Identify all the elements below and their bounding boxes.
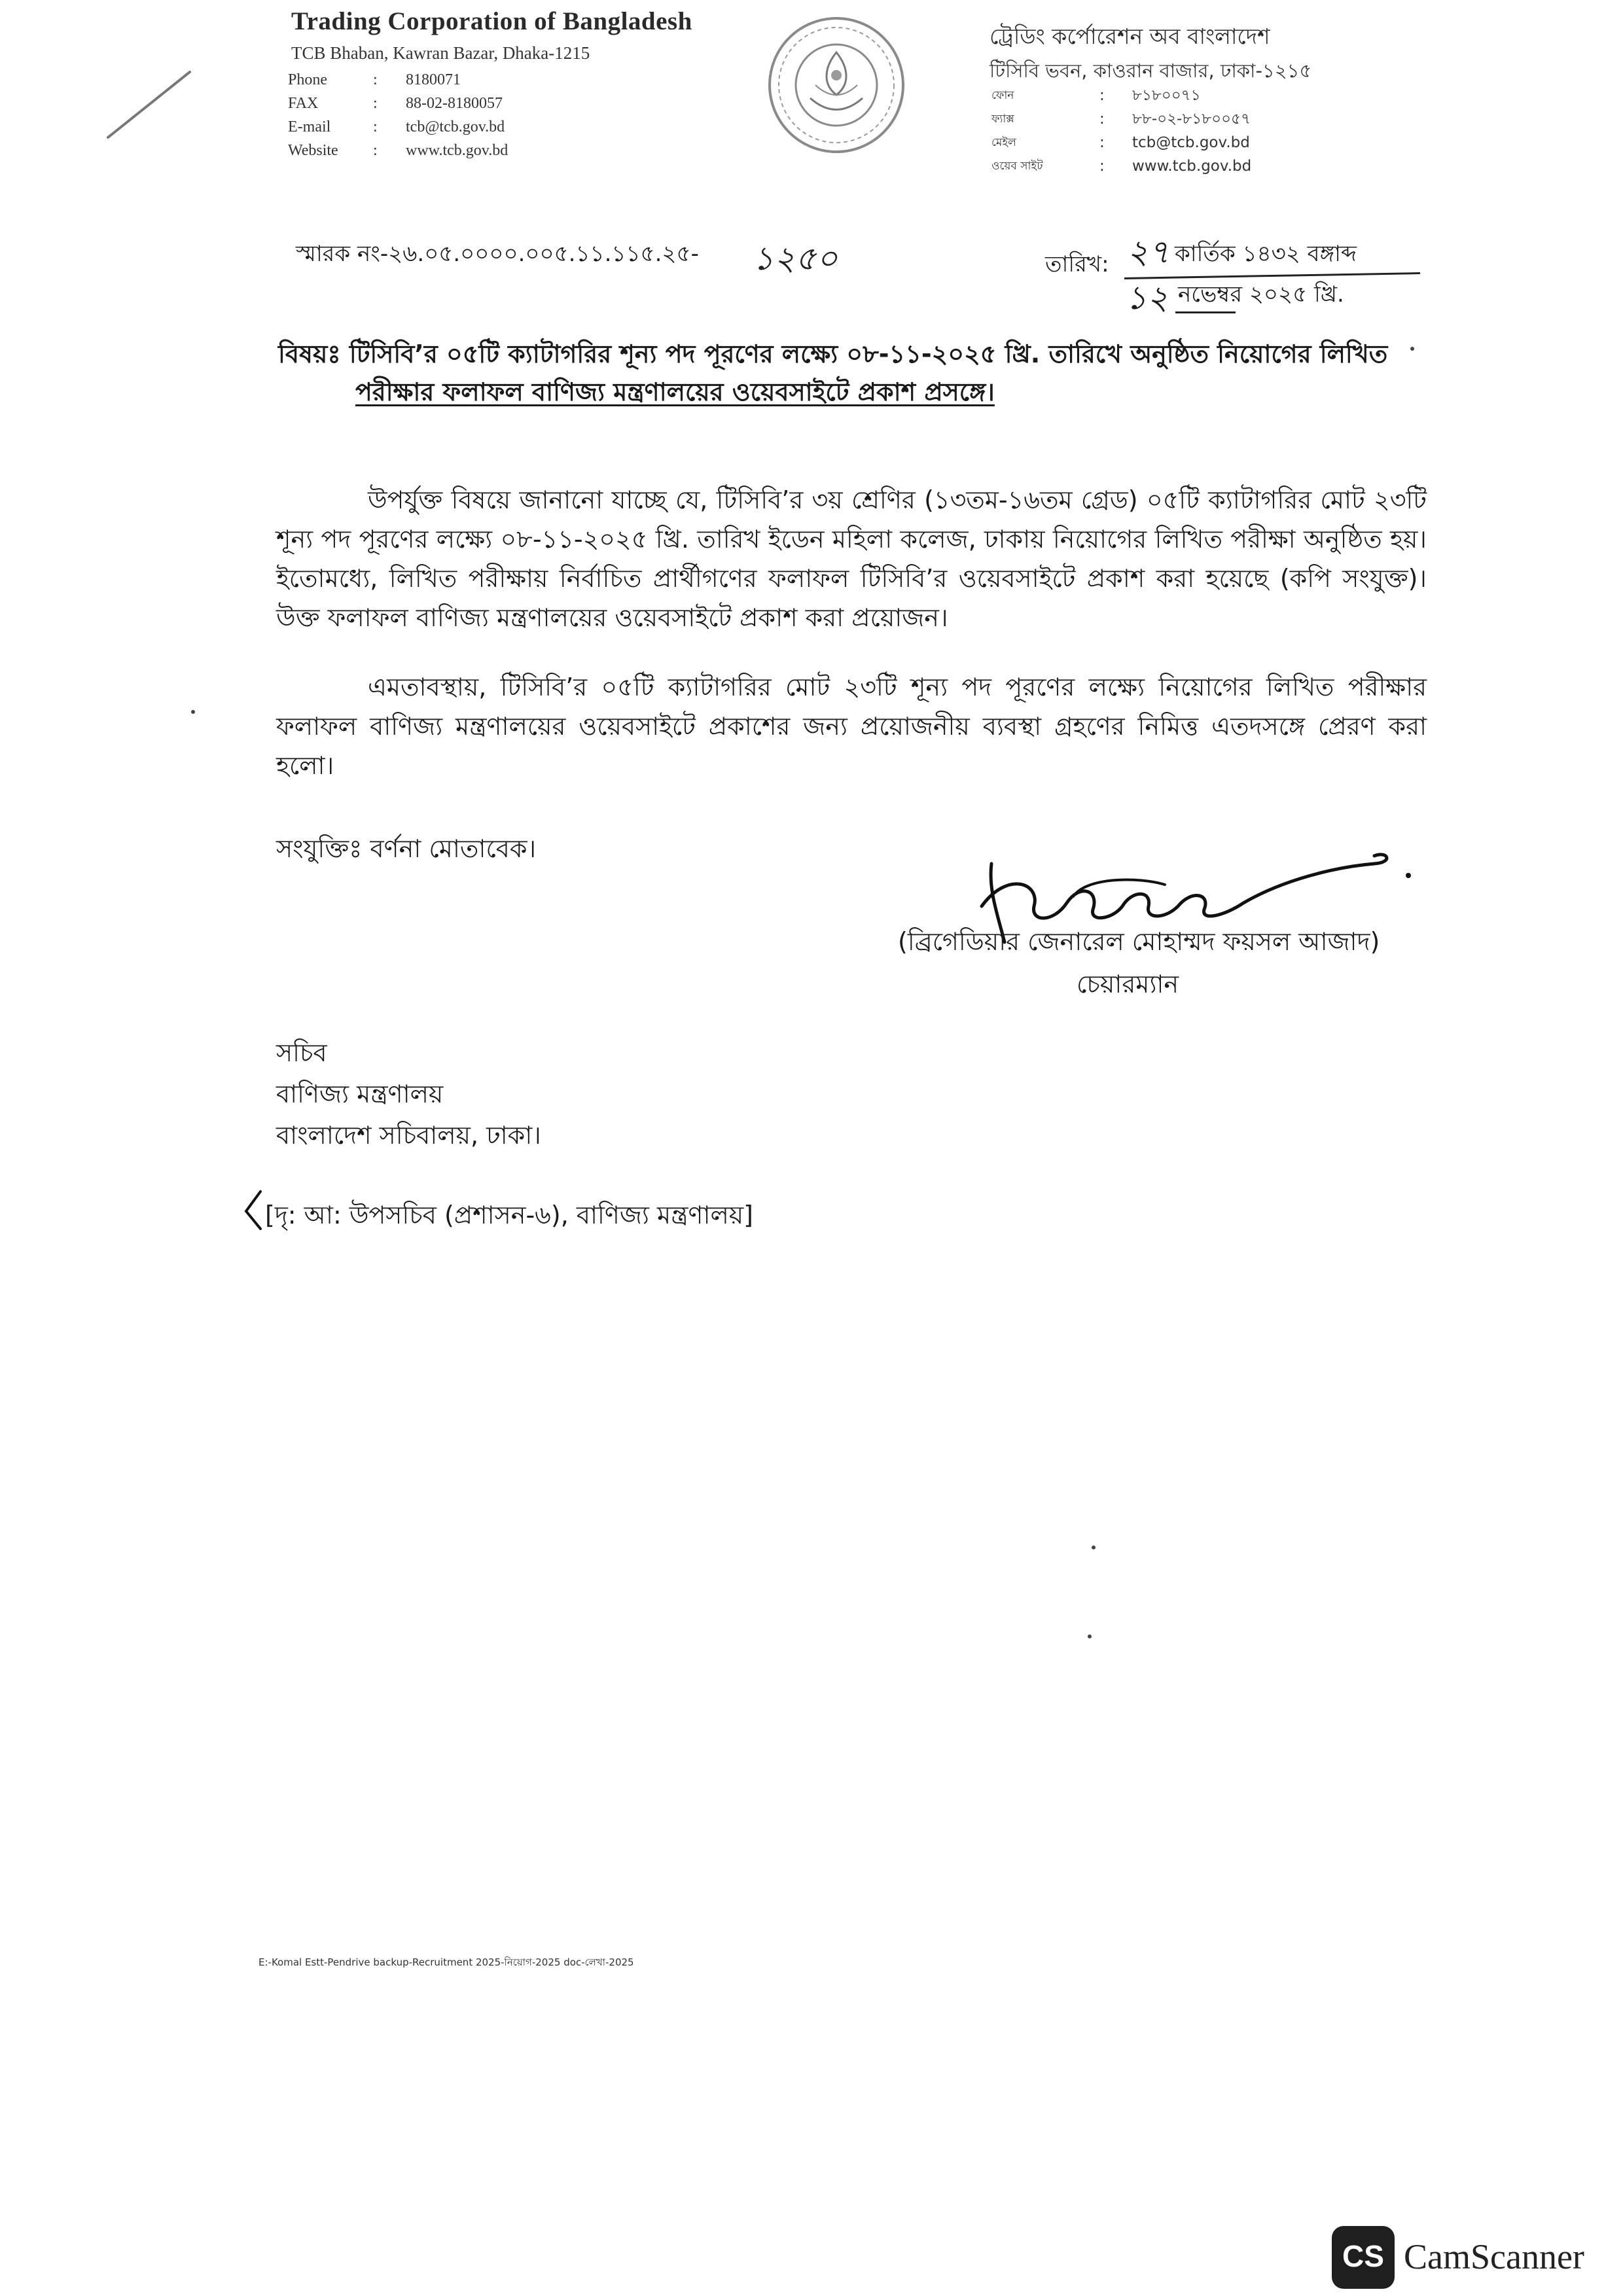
contact-separator: : xyxy=(1099,134,1105,151)
subject xyxy=(278,335,1430,411)
subject-prefix: বিষয়ঃ xyxy=(278,340,349,368)
contact-label: ফ্যাক্স xyxy=(991,113,1014,126)
contact-value: tcb@tcb.gov.bd xyxy=(406,118,505,135)
contact-value: www.tcb.gov.bd xyxy=(1132,158,1252,175)
camscanner-badge-icon xyxy=(1330,2225,1396,2290)
contact-value: www.tcb.gov.bd xyxy=(406,142,508,159)
body-paragraph-2: এমতাবস্থায়, টিসিবি’র ০৫টি ক্যাটাগরির মোট ২৩টি শূন্য পদ পূরণের লক্ষ্যে নিয়োগের লিখিত পরীক্ষার ফলাফল বাণিজ্য মন্ত্রণালয়ের ওয়েবসাইটে প্রকাশের জন্য প্রয়োজনীয় ব্যবস্থা গ্রহণের নিমিত্ত এতদসঙ্গে প্রেরণ করা হলো। xyxy=(276,673,1427,780)
attention-line: [দৃ: আ: উপসচিব (প্রশাসন-৬), বাণিজ্য মন্ত্রণালয়] xyxy=(265,1201,753,1229)
contact-row-email xyxy=(288,115,508,139)
contact-value: 8180071 xyxy=(406,71,461,88)
contact-row-phone-bn xyxy=(991,84,1251,107)
recipient-block xyxy=(276,1033,541,1156)
recipient-ministry: বাণিজ্য মন্ত্রণালয় xyxy=(276,1080,444,1108)
tcb-seal-logo xyxy=(764,13,908,157)
org-address-english: TCB Bhaban, Kawran Bazar, Dhaka-1215 xyxy=(291,43,590,63)
contact-value: tcb@tcb.gov.bd xyxy=(1132,134,1250,151)
contact-row-website xyxy=(288,139,508,162)
handwritten-bracket-mark xyxy=(241,1188,267,1234)
body-paragraph-1: উপর্যুক্ত বিষয়ে জানানো যাচ্ছে যে, টিসিবি’র ৩য় শ্রেণির (১৩তম-১৬তম গ্রেড) ০৫টি ক্যাটাগরির মোট ২৩টি শূন্য পদ পূরণের লক্ষ্যে ০৮-১১-২০২৫ খ্রি. তারিখ ইডেন মহিলা কলেজ, ঢাকায় নিয়োগের লিখিত পরীক্ষা অনুষ্ঠিত হয়। ইতোমধ্যে, লিখিত পরীক্ষায় নির্বাচিত প্রার্থীগণের ফলাফল টিসিবি’র ওয়েবসাইটে প্রকাশ করা হয়েছে (কপি সংযুক্ত)। উক্ত ফলাফল বাণিজ্য মন্ত্রণালয়ের ওয়েবসাইটে প্রকাশ করা প্রয়োজন। xyxy=(276,486,1427,632)
contact-separator: : xyxy=(373,95,378,112)
contact-list-bengali xyxy=(991,84,1251,178)
contact-list-english xyxy=(288,68,508,162)
contact-separator: : xyxy=(1099,158,1105,175)
subject-text-2: পরীক্ষার ফলাফল বাণিজ্য মন্ত্রণালয়ের ওয়েবসাইটে প্রকাশ প্রসঙ্গে। xyxy=(355,378,995,406)
recipient-address: বাংলাদেশ সচিবালয়, ঢাকা। xyxy=(276,1121,541,1150)
footer-file-path: E:-Komal Estt-Pendrive backup-Recruitment 2025-নিয়োগ-2025 doc-লেখা-2025 xyxy=(259,1956,634,1968)
org-name-bengali: ট্রেডিং কর্পোরেশন অব বাংলাদেশ xyxy=(990,24,1270,49)
recipient-designation: সচিব xyxy=(276,1038,327,1067)
scan-scratch-mark xyxy=(105,65,196,144)
contact-separator: : xyxy=(373,118,378,135)
subject-text-1: টিসিবি’র ০৫টি ক্যাটাগরির শূন্য পদ পূরণের লক্ষ্যে ০৮-১১-২০২৫ খ্রি. তারিখে অনুষ্ঠিত নিয়োগের লিখিত xyxy=(349,340,1388,368)
contact-label: E-mail xyxy=(288,118,331,135)
contact-label: Phone xyxy=(288,71,327,88)
contact-separator: : xyxy=(373,71,378,88)
signatory-title: চেয়ারম্যান xyxy=(1077,970,1179,998)
contact-label: মেইল xyxy=(991,136,1016,149)
contact-label: ওয়েব সাইট xyxy=(991,160,1043,173)
scan-dot xyxy=(1088,1634,1092,1638)
scan-dot xyxy=(191,710,195,714)
enclosure-note: সংযুক্তিঃ বর্ণনা মোতাবেক। xyxy=(276,834,537,863)
scan-dot xyxy=(1092,1545,1096,1549)
contact-row-fax xyxy=(288,92,508,115)
camscanner-watermark-text: CamScanner xyxy=(1404,2237,1584,2276)
date-gregorian-calendar: নভেম্বর ২০২৫ খ্রি. xyxy=(1178,281,1344,308)
subject-line-2 xyxy=(278,373,1430,411)
contact-row-email-bn xyxy=(991,131,1251,154)
contact-value: ৮৮-০২-৮১৮০০৫৭ xyxy=(1132,111,1251,128)
contact-label: FAX xyxy=(288,95,319,112)
contact-label: ফোন xyxy=(991,89,1014,102)
org-address-bengali: টিসিবি ভবন, কাওরান বাজার, ঢাকা-১২১৫ xyxy=(990,60,1312,82)
contact-value: ৮১৮০০৭১ xyxy=(1132,87,1201,104)
date-gregorian-day: ১২ xyxy=(1126,279,1168,317)
contact-value: 88-02-8180057 xyxy=(406,95,503,112)
contact-row-fax-bn xyxy=(991,107,1251,131)
contact-separator: : xyxy=(1099,87,1105,104)
contact-row-phone xyxy=(288,68,508,92)
scan-dot xyxy=(1410,347,1414,351)
contact-label: Website xyxy=(288,142,338,159)
contact-separator: : xyxy=(373,142,378,159)
date-label: তারিখ: xyxy=(1045,251,1109,277)
signatory-name: (ব্রিগেডিয়ার জেনারেল মোহাম্মদ ফয়সল আজাদ) xyxy=(898,927,1380,956)
subject-line-1 xyxy=(278,335,1430,373)
camscanner-badge-text: CS xyxy=(1342,2239,1384,2273)
date-bengali-day: ২৭ xyxy=(1127,233,1170,271)
org-name-english: Trading Corporation of Bangladesh xyxy=(291,7,692,35)
memo-number-handwritten: ১২৫০ xyxy=(753,239,838,277)
contact-separator: : xyxy=(1099,111,1105,128)
contact-row-website-bn xyxy=(991,154,1251,178)
date-bengali-calendar: কার্তিক ১৪৩২ বঙ্গাব্দ xyxy=(1175,241,1357,267)
memo-prefix: স্মারক নং-২৬.০৫.০০০০.০০৫.১১.১১৫.২৫- xyxy=(296,241,699,267)
date-underline xyxy=(1175,311,1236,313)
